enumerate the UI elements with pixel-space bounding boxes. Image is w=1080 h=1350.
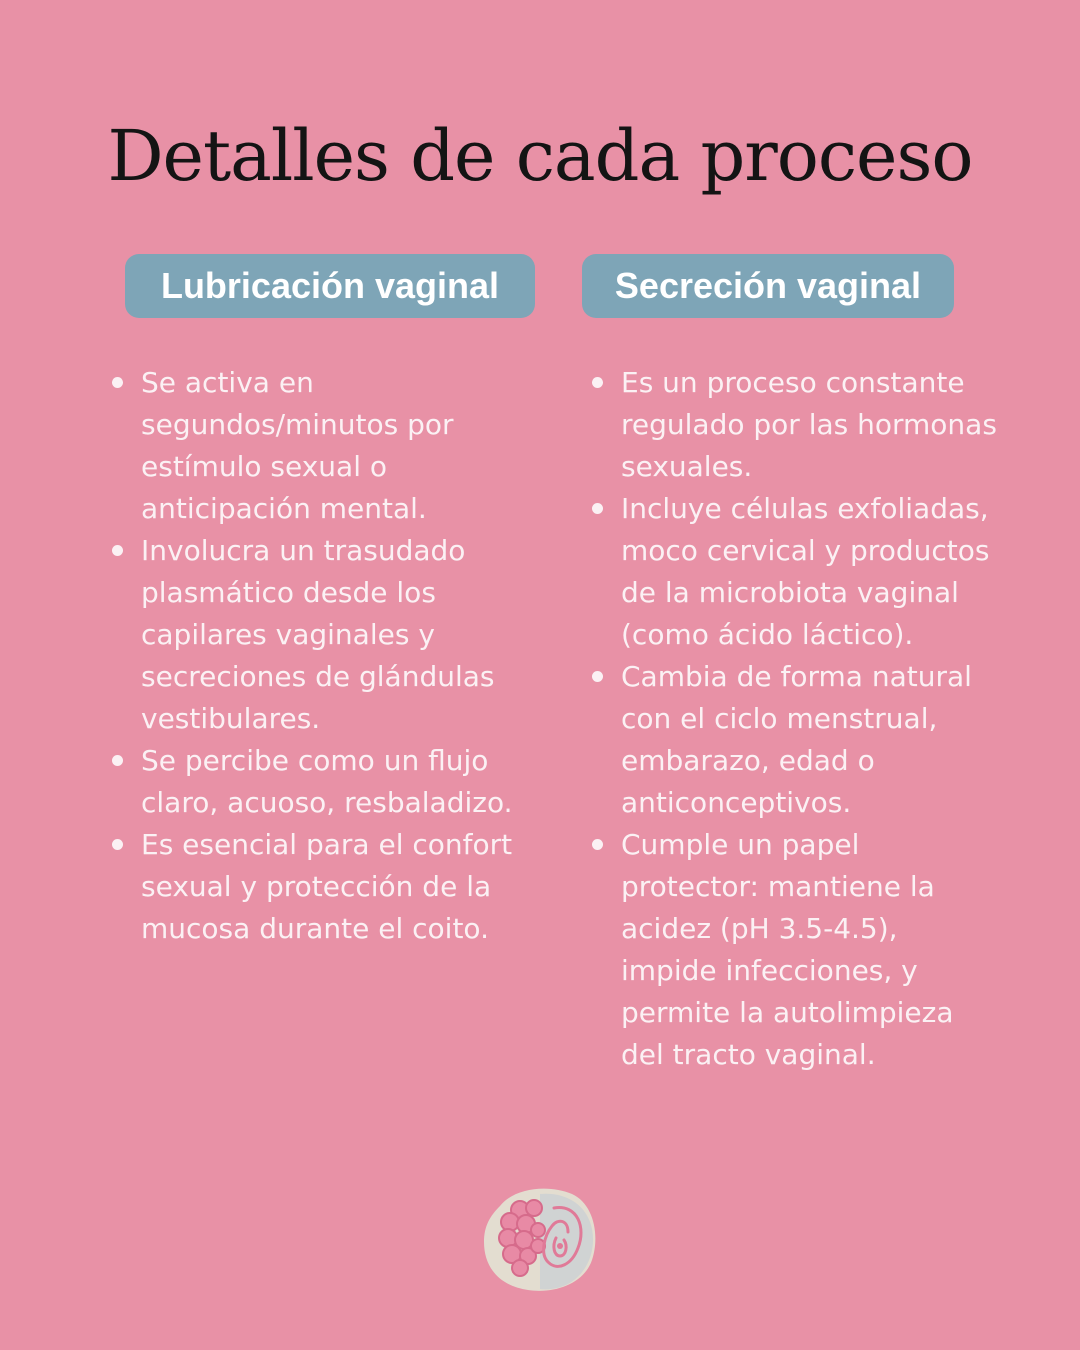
heading-secrecion-vaginal: Secreción vaginal: [582, 254, 954, 318]
secrecion-list: [590, 362, 1000, 1076]
list-item: [590, 824, 1000, 1076]
heading-lubricacion-vaginal: Lubricación vaginal: [125, 254, 535, 318]
list-item: [110, 530, 540, 740]
list-item-text: Se percibe como un flujo claro, acuoso, resbaladizo.: [141, 744, 513, 819]
bullet-icon: [112, 755, 123, 766]
list-item: [590, 656, 1000, 824]
lubricacion-list: [110, 362, 540, 950]
bullet-icon: [592, 377, 603, 388]
list-item: [110, 362, 540, 530]
list-item-text: Se activa en segundos/minutos por estímulo sexual o anticipación mental.: [141, 366, 454, 525]
list-item-text: Cumple un papel protector: mantiene la acidez (pH 3.5-4.5), impide infecciones, y permite la autolimpieza del tracto vaginal.: [621, 828, 954, 1071]
bullet-icon: [112, 839, 123, 850]
bullet-icon: [112, 377, 123, 388]
bullet-icon: [592, 671, 603, 682]
list-item: [110, 824, 540, 950]
brain-and-vulva-logo-icon: [482, 1186, 598, 1292]
list-item-text: Involucra un trasudado plasmático desde los capilares vaginales y secreciones de glándulas vestibulares.: [141, 534, 495, 735]
list-item-text: Es esencial para el confort sexual y protección de la mucosa durante el coito.: [141, 828, 513, 945]
page-title: Detalles de cada proceso: [107, 115, 973, 197]
bullet-icon: [592, 503, 603, 514]
bullet-icon: [112, 545, 123, 556]
bullet-icon: [592, 839, 603, 850]
list-item: [110, 740, 540, 824]
list-item-text: Incluye células exfoliadas, moco cervical y productos de la microbiota vaginal (como ácido láctico).: [621, 492, 990, 651]
list-item-text: Cambia de forma natural con el ciclo menstrual, embarazo, edad o anticonceptivos.: [621, 660, 972, 819]
list-item-text: Es un proceso constante regulado por las hormonas sexuales.: [621, 366, 997, 483]
list-item: [590, 362, 1000, 488]
list-item: [590, 488, 1000, 656]
